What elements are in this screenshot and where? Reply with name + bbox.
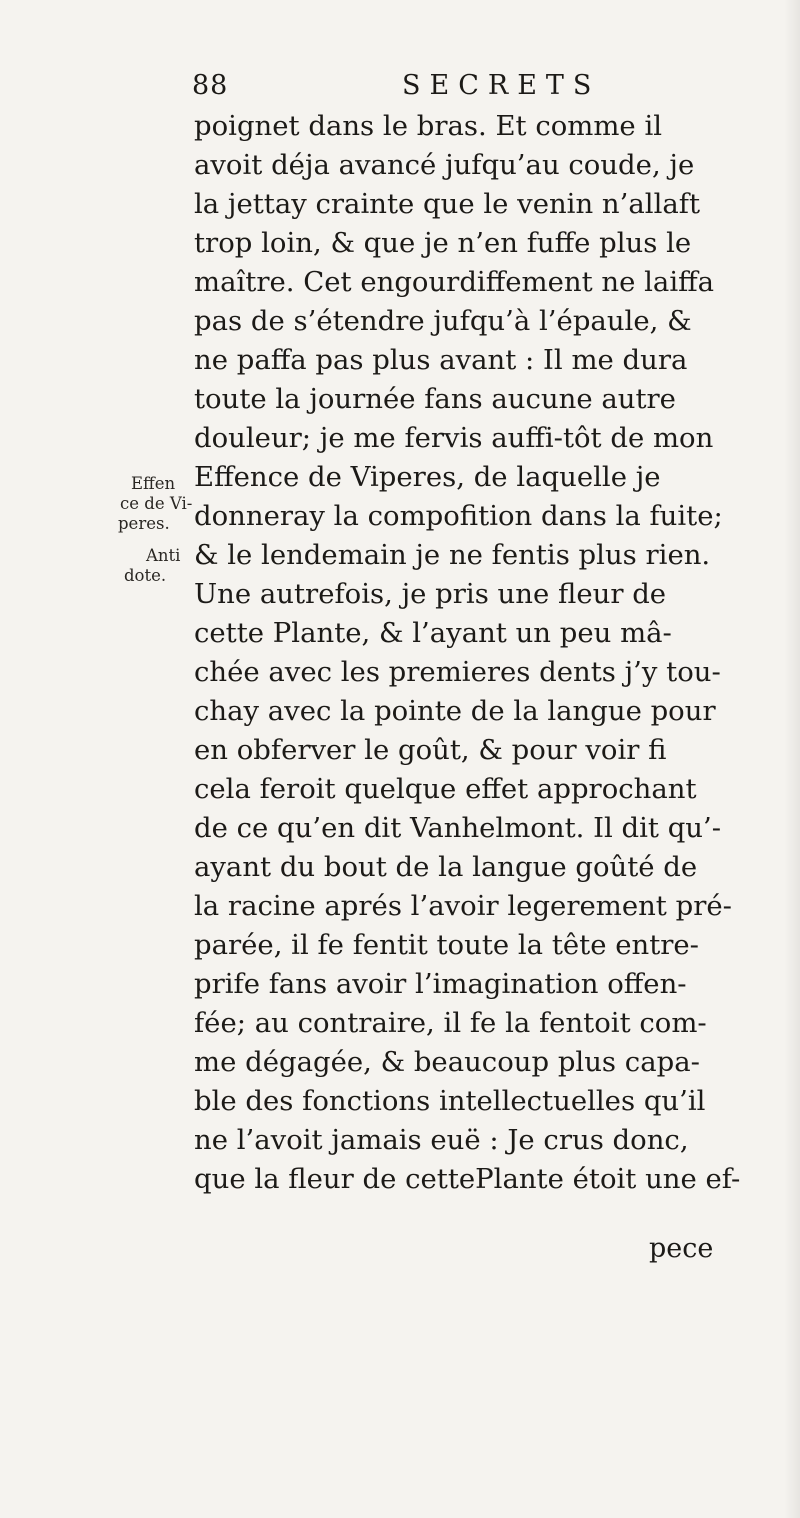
catchword: pece	[649, 1233, 714, 1264]
text-line: chée avec les premieres dents j’y tou-	[194, 656, 721, 688]
text-line: Effence de Viperes, de laquelle je	[194, 461, 661, 493]
text-line: ble des fonctions intellectuelles qu’il	[194, 1085, 706, 1117]
margin-note: peres.	[118, 514, 170, 533]
text-line: avoit déja avancé jufqu’au coude, je	[194, 149, 695, 181]
text-line: toute la journée fans aucune autre	[194, 383, 676, 415]
margin-note: Anti	[146, 546, 181, 565]
margin-note: Effen	[131, 474, 176, 493]
text-line: donneray la compofition dans la fuite;	[194, 500, 723, 532]
text-line: cela feroit quelque effet approchant	[194, 773, 697, 805]
running-title: SECRETS	[402, 70, 601, 101]
page-number: 88	[192, 70, 229, 101]
text-line: la jettay crainte que le venin n’allaft	[194, 188, 700, 220]
text-line: en obferver le goût, & pour voir fi	[194, 734, 667, 766]
text-line: me dégagée, & beaucoup plus capa-	[194, 1046, 700, 1078]
text-line: prife fans avoir l’imagination offen-	[194, 968, 687, 1000]
text-line: que la fleur de cettePlante étoit une ef-	[194, 1163, 741, 1195]
text-line: chay avec la pointe de la langue pour	[194, 695, 716, 727]
text-line: douleur; je me fervis auffi-tôt de mon	[194, 422, 714, 454]
text-line: ne paffa pas plus avant : Il me dura	[194, 344, 688, 376]
text-line: & le lendemain je ne fentis plus rien.	[194, 539, 711, 571]
margin-note: dote.	[124, 566, 167, 585]
text-line: ne l’avoit jamais euë : Je crus donc,	[194, 1124, 689, 1156]
page-header	[0, 66, 800, 106]
text-line: parée, il fe fentit toute la tête entre-	[194, 929, 699, 961]
page-edge-shadow	[784, 0, 800, 1518]
text-line: trop loin, & que je n’en fuffe plus le	[194, 227, 692, 259]
margin-note: ce de Vi-	[120, 494, 193, 513]
text-line: ayant du bout de la langue goûté de	[194, 851, 698, 883]
text-line: cette Plante, & l’ayant un peu mâ-	[194, 617, 672, 649]
text-line: poignet dans le bras. Et comme il	[194, 110, 663, 142]
text-line: la racine aprés l’avoir legerement pré-	[194, 890, 732, 922]
text-line: de ce qu’en dit Vanhelmont. Il dit qu’-	[194, 812, 722, 844]
text-line: Une autrefois, je pris une fleur de	[194, 578, 667, 610]
text-line: fée; au contraire, il fe la fentoit com-	[194, 1007, 707, 1039]
text-line: maître. Cet engourdiffement ne laiffa	[194, 266, 715, 298]
text-line: pas de s’étendre jufqu’à l’épaule, &	[194, 305, 692, 337]
